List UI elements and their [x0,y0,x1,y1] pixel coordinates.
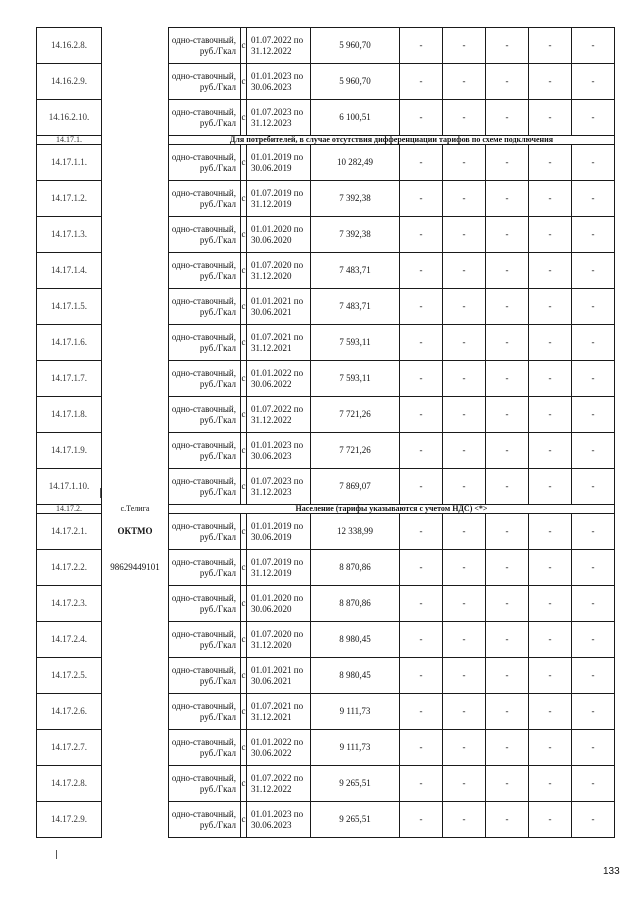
table-row [37,289,615,325]
period-prefix: с [241,253,247,289]
period-cell: 01.01.2023 по 30.06.2023 [247,802,311,838]
empty-value-dash: - [486,622,529,658]
empty-value-dash: - [400,28,443,64]
tariff-value: 8 870,86 [311,586,400,622]
period-prefix: с [241,586,247,622]
unit-cell: одно-ставочный, руб./Гкал [169,253,241,289]
table-row [37,217,615,253]
place-cell [102,802,169,838]
table-row [37,766,615,802]
empty-value-dash: - [572,514,615,550]
empty-value-dash: - [529,730,572,766]
place-cell [102,28,169,64]
empty-value-dash: - [529,622,572,658]
empty-value-dash: - [400,64,443,100]
row-code: 14.17.2.6. [37,694,102,730]
period-prefix: с [241,730,247,766]
empty-value-dash: - [486,253,529,289]
tariff-value: 9 111,73 [311,730,400,766]
row-code: 14.17.1.1. [37,145,102,181]
period-cell: 01.01.2020 по 30.06.2020 [247,217,311,253]
table-row [37,469,615,505]
empty-value-dash: - [572,64,615,100]
empty-value-dash: - [529,64,572,100]
empty-value-dash: - [486,469,529,505]
empty-value-dash: - [529,100,572,136]
empty-value-dash: - [529,433,572,469]
empty-value-dash: - [529,694,572,730]
period-prefix: с [241,289,247,325]
unit-cell: одно-ставочный, руб./Гкал [169,325,241,361]
empty-value-dash: - [529,550,572,586]
table-row [37,64,615,100]
empty-value-dash: - [400,289,443,325]
empty-value-dash: - [400,397,443,433]
tariff-value: 5 960,70 [311,28,400,64]
empty-value-dash: - [400,514,443,550]
scan-mark [100,488,101,498]
empty-value-dash: - [486,181,529,217]
page-number: 133 [603,866,620,877]
place-cell [102,730,169,766]
empty-value-dash: - [572,586,615,622]
row-code: 14.17.2.8. [37,766,102,802]
empty-value-dash: - [529,325,572,361]
tariff-value: 12 338,99 [311,514,400,550]
table-row [37,325,615,361]
unit-cell: одно-ставочный, руб./Гкал [169,802,241,838]
unit-cell: одно-ставочный, руб./Гкал [169,586,241,622]
period-prefix: с [241,397,247,433]
empty-value-dash: - [572,550,615,586]
empty-value-dash: - [572,469,615,505]
place-cell [102,64,169,100]
period-prefix: с [241,514,247,550]
unit-cell: одно-ставочный, руб./Гкал [169,550,241,586]
empty-value-dash: - [529,397,572,433]
empty-value-dash: - [572,622,615,658]
period-prefix: с [241,694,247,730]
empty-value-dash: - [529,361,572,397]
empty-value-dash: - [443,64,486,100]
section-title: Для потребителей, в случае отсутствия дифференциации тарифов по схеме подключения [169,136,615,145]
tariff-value: 7 721,26 [311,397,400,433]
unit-cell: одно-ставочный, руб./Гкал [169,658,241,694]
empty-value-dash: - [529,217,572,253]
oktmo-code: 98629449101 [102,550,169,586]
period-cell: 01.07.2021 по 31.12.2021 [247,325,311,361]
period-cell: 01.01.2020 по 30.06.2020 [247,586,311,622]
unit-cell: одно-ставочный, руб./Гкал [169,28,241,64]
empty-value-dash: - [529,469,572,505]
empty-value-dash: - [400,253,443,289]
empty-value-dash: - [443,289,486,325]
tariff-value: 7 483,71 [311,289,400,325]
empty-value-dash: - [443,217,486,253]
place-cell [102,145,169,181]
row-code: 14.17.1.7. [37,361,102,397]
unit-cell: одно-ставочный, руб./Гкал [169,145,241,181]
empty-value-dash: - [486,64,529,100]
row-code: 14.17.1.9. [37,433,102,469]
empty-value-dash: - [486,802,529,838]
period-cell: 01.07.2022 по 31.12.2022 [247,766,311,802]
period-cell: 01.07.2020 по 31.12.2020 [247,622,311,658]
row-code: 14.16.2.10. [37,100,102,136]
empty-value-dash: - [400,433,443,469]
tariff-value: 8 980,45 [311,658,400,694]
place-name: с.Телига [102,505,169,514]
row-code: 14.17.1.8. [37,397,102,433]
empty-value-dash: - [529,658,572,694]
period-prefix: с [241,100,247,136]
period-prefix: с [241,766,247,802]
empty-value-dash: - [400,694,443,730]
empty-value-dash: - [572,802,615,838]
tariff-value: 7 392,38 [311,181,400,217]
empty-value-dash: - [529,586,572,622]
table-row [37,802,615,838]
empty-value-dash: - [443,586,486,622]
empty-value-dash: - [572,397,615,433]
empty-value-dash: - [486,550,529,586]
empty-value-dash: - [486,586,529,622]
empty-value-dash: - [443,802,486,838]
empty-value-dash: - [572,181,615,217]
tariff-value: 10 282,49 [311,145,400,181]
empty-value-dash: - [443,766,486,802]
empty-value-dash: - [443,730,486,766]
empty-value-dash: - [443,253,486,289]
table-row [37,694,615,730]
row-code: 14.17.2.3. [37,586,102,622]
empty-value-dash: - [400,145,443,181]
row-code: 14.17.1.3. [37,217,102,253]
row-code: 14.17.2.4. [37,622,102,658]
empty-value-dash: - [486,145,529,181]
empty-value-dash: - [443,433,486,469]
empty-value-dash: - [572,217,615,253]
row-code: 14.17.1. [37,136,102,145]
empty-value-dash: - [486,658,529,694]
empty-value-dash: - [443,469,486,505]
empty-value-dash: - [529,181,572,217]
table-row [37,433,615,469]
period-prefix: с [241,361,247,397]
table-row [37,145,615,181]
row-code: 14.16.2.8. [37,28,102,64]
empty-value-dash: - [572,658,615,694]
tariff-table-body [37,28,615,838]
empty-value-dash: - [572,145,615,181]
tariff-value: 6 100,51 [311,100,400,136]
row-code: 14.17.1.4. [37,253,102,289]
unit-cell: одно-ставочный, руб./Гкал [169,397,241,433]
unit-cell: одно-ставочный, руб./Гкал [169,361,241,397]
empty-value-dash: - [486,100,529,136]
place-cell [102,469,169,505]
table-row [37,253,615,289]
place-cell [102,181,169,217]
empty-value-dash: - [572,694,615,730]
empty-value-dash: - [486,217,529,253]
period-prefix: с [241,550,247,586]
empty-value-dash: - [486,694,529,730]
row-code: 14.17.2.2. [37,550,102,586]
empty-value-dash: - [486,766,529,802]
period-prefix: с [241,181,247,217]
empty-value-dash: - [529,253,572,289]
empty-value-dash: - [572,100,615,136]
tariff-table [36,27,615,838]
row-code: 14.17.2.9. [37,802,102,838]
empty-value-dash: - [443,397,486,433]
empty-value-dash: - [529,289,572,325]
unit-cell: одно-ставочный, руб./Гкал [169,622,241,658]
empty-value-dash: - [443,181,486,217]
scan-mark [56,850,57,859]
empty-value-dash: - [400,550,443,586]
empty-value-dash: - [572,730,615,766]
empty-value-dash: - [486,28,529,64]
unit-cell: одно-ставочный, руб./Гкал [169,694,241,730]
empty-value-dash: - [572,766,615,802]
empty-value-dash: - [443,658,486,694]
table-row [37,397,615,433]
table-row [37,586,615,622]
tariff-value: 8 980,45 [311,622,400,658]
unit-cell: одно-ставочный, руб./Гкал [169,64,241,100]
empty-value-dash: - [529,145,572,181]
empty-value-dash: - [400,325,443,361]
unit-cell: одно-ставочный, руб./Гкал [169,181,241,217]
period-prefix: с [241,64,247,100]
empty-value-dash: - [443,514,486,550]
period-cell: 01.07.2020 по 31.12.2020 [247,253,311,289]
table-row [37,28,615,64]
place-cell [102,586,169,622]
period-cell: 01.01.2022 по 30.06.2022 [247,361,311,397]
place-cell [102,289,169,325]
table-row [37,361,615,397]
empty-value-dash: - [400,469,443,505]
oktmo-label: ОКТМО [102,514,169,550]
empty-value-dash: - [400,802,443,838]
row-code: 14.17.2.5. [37,658,102,694]
row-code: 14.17.1.5. [37,289,102,325]
period-prefix: с [241,145,247,181]
empty-value-dash: - [400,100,443,136]
empty-value-dash: - [443,694,486,730]
empty-value-dash: - [400,217,443,253]
empty-value-dash: - [572,28,615,64]
empty-value-dash: - [529,514,572,550]
section-row [37,505,615,514]
tariff-value: 9 265,51 [311,766,400,802]
section-title: Население (тарифы указываются с учетом НДС) <*> [169,505,615,514]
table-row [37,181,615,217]
empty-value-dash: - [486,514,529,550]
place-cell [102,325,169,361]
tariff-value: 9 111,73 [311,694,400,730]
unit-cell: одно-ставочный, руб./Гкал [169,766,241,802]
unit-cell: одно-ставочный, руб./Гкал [169,289,241,325]
period-cell: 01.07.2023 по 31.12.2023 [247,100,311,136]
empty-value-dash: - [529,28,572,64]
period-cell: 01.01.2019 по 30.06.2019 [247,514,311,550]
place-cell [102,361,169,397]
period-cell: 01.01.2022 по 30.06.2022 [247,730,311,766]
place-cell [102,694,169,730]
empty-value-dash: - [400,730,443,766]
place-cell [102,136,169,145]
tariff-value: 8 870,86 [311,550,400,586]
period-cell: 01.01.2019 по 30.06.2019 [247,145,311,181]
tariff-value: 9 265,51 [311,802,400,838]
empty-value-dash: - [486,730,529,766]
table-row [37,730,615,766]
period-prefix: с [241,658,247,694]
unit-cell: одно-ставочный, руб./Гкал [169,433,241,469]
period-cell: 01.07.2022 по 31.12.2022 [247,28,311,64]
empty-value-dash: - [572,289,615,325]
section-row [37,136,615,145]
place-cell [102,658,169,694]
empty-value-dash: - [486,289,529,325]
empty-value-dash: - [443,361,486,397]
empty-value-dash: - [486,433,529,469]
empty-value-dash: - [400,586,443,622]
table-row [37,514,615,550]
period-prefix: с [241,28,247,64]
empty-value-dash: - [572,253,615,289]
tariff-value: 7 483,71 [311,253,400,289]
tariff-value: 7 392,38 [311,217,400,253]
table-row [37,658,615,694]
unit-cell: одно-ставочный, руб./Гкал [169,469,241,505]
empty-value-dash: - [486,397,529,433]
row-code: 14.17.1.6. [37,325,102,361]
empty-value-dash: - [443,28,486,64]
empty-value-dash: - [572,325,615,361]
row-code: 14.16.2.9. [37,64,102,100]
place-cell [102,766,169,802]
row-code: 14.17.2.7. [37,730,102,766]
period-cell: 01.07.2019 по 31.12.2019 [247,550,311,586]
row-code: 14.17.2.1. [37,514,102,550]
empty-value-dash: - [486,361,529,397]
period-prefix: с [241,622,247,658]
table-row [37,622,615,658]
period-cell: 01.01.2023 по 30.06.2023 [247,433,311,469]
place-cell [102,397,169,433]
unit-cell: одно-ставочный, руб./Гкал [169,217,241,253]
unit-cell: одно-ставочный, руб./Гкал [169,100,241,136]
tariff-value: 7 721,26 [311,433,400,469]
period-cell: 01.01.2021 по 30.06.2021 [247,658,311,694]
empty-value-dash: - [529,766,572,802]
period-prefix: с [241,325,247,361]
empty-value-dash: - [443,100,486,136]
place-cell [102,622,169,658]
place-cell [102,100,169,136]
empty-value-dash: - [572,433,615,469]
place-cell [102,217,169,253]
place-cell [102,253,169,289]
place-cell [102,433,169,469]
period-cell: 01.01.2021 по 30.06.2021 [247,289,311,325]
tariff-value: 7 593,11 [311,325,400,361]
table-row [37,100,615,136]
period-prefix: с [241,802,247,838]
tariff-value: 5 960,70 [311,64,400,100]
period-cell: 01.07.2021 по 31.12.2021 [247,694,311,730]
unit-cell: одно-ставочный, руб./Гкал [169,730,241,766]
period-cell: 01.01.2023 по 30.06.2023 [247,64,311,100]
row-code: 14.17.1.2. [37,181,102,217]
empty-value-dash: - [443,325,486,361]
period-prefix: с [241,433,247,469]
tariff-value: 7 593,11 [311,361,400,397]
empty-value-dash: - [400,622,443,658]
unit-cell: одно-ставочный, руб./Гкал [169,514,241,550]
empty-value-dash: - [443,145,486,181]
empty-value-dash: - [486,325,529,361]
empty-value-dash: - [443,550,486,586]
empty-value-dash: - [572,361,615,397]
empty-value-dash: - [443,622,486,658]
period-prefix: с [241,217,247,253]
period-cell: 01.07.2022 по 31.12.2022 [247,397,311,433]
empty-value-dash: - [400,766,443,802]
row-code: 14.17.2. [37,505,102,514]
period-prefix: с [241,469,247,505]
empty-value-dash: - [529,802,572,838]
empty-value-dash: - [400,658,443,694]
table-row [37,550,615,586]
tariff-value: 7 869,07 [311,469,400,505]
row-code: 14.17.1.10. [37,469,102,505]
empty-value-dash: - [400,361,443,397]
period-cell: 01.07.2023 по 31.12.2023 [247,469,311,505]
period-cell: 01.07.2019 по 31.12.2019 [247,181,311,217]
empty-value-dash: - [400,181,443,217]
